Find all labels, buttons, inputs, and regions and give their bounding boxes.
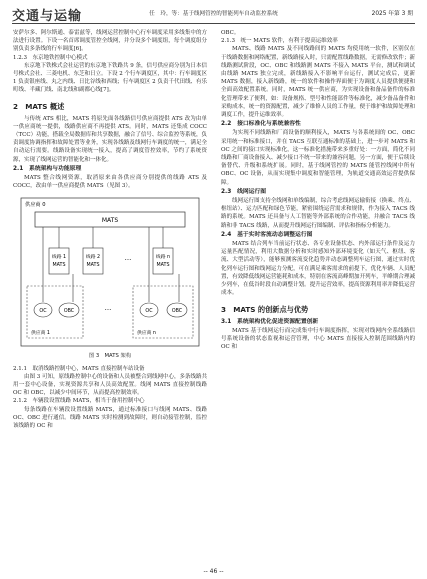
section-heading: 2.1.3 统一 MATS 软件，有利于提高运维效率 [221, 38, 338, 45]
paragraph: 线网运行图支持全线网和单线编制，综合考虑线网运输衔接（换乘、终点、枢纽站）、运力匹配和绿色节能，紧密围绕运营需求和规律，作为接入 TACS 线路的系统。MATS 还具备与人工智能等外部系统的合作功能，并融合 TACS 线路和非 TACS 线路，从而提升线网运行图编制、评估和指标分析能力。 [221, 198, 415, 229]
journal-logo: 交通与运输 [12, 9, 83, 24]
supplier0-label: 供应商 0 [25, 202, 46, 209]
paragraph: 东京地下铁株式会社运营的东京地下铁路共 9 条，信号供应商分别为日本信号株式会社、三菱电机、东芝和日立。下设 2 个行车调度区，其中：行车调度区 1 负责银座线、丸之内线、日比谷线和西线；行车调度区 2 负责千代田线、有乐町线、半藏门线、南北线和副都心线[7]。 [13, 62, 207, 94]
architecture-figure [13, 194, 207, 350]
line2-mats: MATS [86, 263, 100, 269]
paragraph: MATS 基于线网运行而完成集中行车调度指挥，实现对线网内全系线路信号系统设备的状态监视和运营管理，中心 MATS 直接接入控制范围线路内的 OC 和 [221, 327, 415, 351]
paragraph: 每条线路在车辆段设置线路 MATS，通过标准接口与线网 MATS、线路 OC、OBC 进行通信。线路 MATS 实时检测到故障时，则自动接管控制，监控该线路的 OC 和 [13, 406, 207, 430]
line2-label: 线路 2 [85, 255, 101, 261]
oc-label: OC [145, 309, 153, 315]
paragraph: MATS、线路 MATS 及不同线路间的 MATS 均使用统一软件，区别仅在于线路数据和网络配置，新线路接入时，只需配置线路数据，无需修改软件；新线路测试阶段，OC、OBC 和线路测 MATS 不接入 MATS 平台，测试和调试由线路 MATS 独立完成，新线路接入不影响平台运行，测试完成后，更新 MATS 数据，接入新线路，统一的软件和操作界面便于为调度人员提供便捷和全面高效配置系统。同时，MATS 统一供应商，为实现设备和备品备件的标准化管理带来了便利，如：设备规格、型号和性能部件等标准化，减少备品备件和采购成本，统一的资源配置，减少了维修人员的工作量，便于维护和故障处理和调度工作，提升运维效率。 [221, 46, 415, 119]
paragraph: 由图 3 可知，原线路控制中心的设备和人员被整合到线网中心，多条线路共用一套中心设备，实现资源共享和人员高效配置。线网 MATS 直接控制线路 OC 和 OBC，以减少中间环节，从而提高控制效率。 [13, 373, 207, 397]
section-heading: 2 MATS 概述 [13, 101, 65, 111]
architecture-diagram [13, 194, 207, 350]
section-heading: 2.4 基于实时客流动态调整运行图 [221, 231, 313, 238]
left-column [13, 29, 207, 430]
figure-caption: 图 3 MATS 架构 [88, 353, 132, 360]
section-heading: 2.1 系统架构与功能原理 [13, 165, 82, 172]
section-heading: 3.1 系统架构优化促进资源配置创新 [221, 318, 319, 325]
line1-mats-box [49, 248, 69, 274]
section-heading: 2.2 接口标准化与系统兼容性 [221, 121, 301, 128]
oc-label: OC [39, 309, 47, 315]
issue-label: 2025 年第 3 期 [371, 11, 413, 17]
suppliern-label: 供应商 n [137, 331, 156, 337]
linen-mats: MATS [156, 263, 170, 269]
mats-label: MATS [101, 217, 119, 225]
paragraph: MATS 结合列车当前运行状态、各专业设备状态、内外部运行条件及运力运量匹配情况，利用大数据分析和实时感知外部环境变化（如天气、枢纽、客流、大型活动等），能够预测客流变化趋势并动态调整列车运行图，通过实时优化列车运行图和线网运力分配，可在满足乘客需求的前提下，优化车辆、人员配置，有效降低线网运营能耗和成本，特别在客流高峰期加开列车，平峰期合理减少列车，在低谷时段自动调整计划。提升运营效率，提高资源利用率并降低运营成本。 [221, 241, 415, 297]
right-column [221, 29, 415, 351]
supplier1-label: 供应商 1 [31, 331, 50, 337]
line1-mats: MATS [52, 263, 66, 269]
linen-mats-box [153, 248, 173, 274]
obc-label: OBC [63, 309, 75, 315]
article-running-title: 任 玲，等：基于线网管控的智能列车自动监控系统 [149, 11, 278, 17]
section-heading: 1.2.3 东京地铁控制中心模式 [13, 54, 88, 61]
linen-label: 线路 n [155, 255, 171, 261]
paragraph: OBC。 [221, 30, 240, 36]
paragraph: 与传统 ATS 相比，MATS 将原先面各线路信号供应商提供 ATS 改为由单一供应商统一提供，线路供应商不再提供 ATS。同时，MATS 还集成 COCC（TCC）功能，搭载全局数据库和共享数据，融合了信号、综合监控等系统，负责调度协调指挥和故障处置等业务，实现各线路及线网行车调度的统一，满足全自动运行需要。线路设备实现统一接入，提高了调度管控效率，节约了系统资源，实现了线网运营的智能化和一体化。 [13, 115, 207, 163]
obc-label: OBC [171, 309, 183, 315]
line1-label: 线路 1 [51, 255, 67, 261]
section-heading: 2.1.2 车辆段设置线路 MATS，相当于备用控制中心 [13, 398, 145, 405]
ellipsis: ··· [104, 306, 112, 315]
paragraph: 安萨尔多、阿尔斯通、泰雷兹等，线网运营控制中心行车调度采用多线集中的方法进行设置。下设一名首席调度管控全线网，并分设多个调度组，每个调度组分别负责多条线的行车调度[6]。 [13, 30, 207, 53]
paragraph: MATS 整合线网资源，取消原来由各供应商分别提供的线路 ATS 及 COCC，改由单一供应商提供 MATS（见图 3）。 [13, 175, 207, 190]
header-rule [12, 23, 415, 24]
page-number: -- 46 -- [203, 568, 224, 575]
line2-mats-box [83, 248, 103, 274]
ellipsis: ··· [124, 256, 132, 265]
paragraph: 为实现不同线路和厂商设备的顺利接入，MATS 与各系统间的 OC、OBC 采用统一和标准接口，并在 TACS 互联互通标准的基础上，进一步对 MATS 和 OC 之间的接口实现标准化，这一标准化措施带来多重好处：一方面，简化不同线路和厂商设备接入、减少接口不统一带来的兼容问题，另一方面，便于后续设备替代、升级和系统扩展。同时，基于线网管控的 MATS 能管控线网中所有 OBC、OC 设备，从而实现集中调度和智能管理，为轨道交通高效运营提供保障。 [221, 130, 415, 186]
section-heading: 3 MATS 的创新点与优势 [221, 304, 309, 314]
section-heading: 2.3 线网运行图 [221, 188, 267, 195]
running-header [0, 0, 427, 24]
section-heading: 2.1.1 取消线路控制中心，MATS 直接控制车站设备 [13, 365, 145, 372]
